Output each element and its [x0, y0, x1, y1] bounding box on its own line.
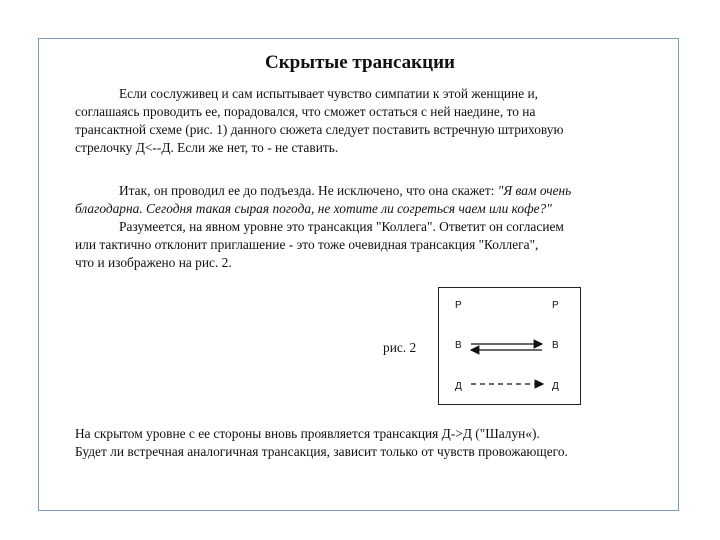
diagram-label-right-parent: Р — [552, 300, 559, 311]
figure-caption: рис. 2 — [383, 340, 417, 355]
paragraph-text: Итак, он проводил ее до подъезда. Не исключено, что она скажет: — [119, 183, 498, 198]
paragraph-3 — [75, 218, 670, 272]
paragraph-1 — [75, 85, 670, 157]
page-title: Скрытые трансакции — [265, 52, 455, 73]
paragraph-line: что и изображено на рис. 2. — [75, 255, 232, 270]
paragraph-line: стрелочку Д<--Д. Если же нет, то - не ставить. — [75, 140, 339, 155]
paragraph-2 — [75, 182, 670, 218]
diagram-arrows — [439, 288, 582, 406]
paragraph-line: На скрытом уровне с ее стороны вновь проявляется трансакция Д->Д ("Шалун«). — [75, 426, 540, 441]
diagram-label-right-child: Д — [552, 381, 559, 392]
paragraph-line: Если сослуживец и сам испытывает чувство симпатии к этой женщине и, — [119, 86, 539, 101]
paragraph-4 — [75, 425, 670, 461]
diagram-label-left-adult: В — [455, 340, 462, 351]
transaction-diagram — [438, 287, 581, 405]
diagram-label-right-adult: В — [552, 340, 559, 351]
paragraph-line: соглашаясь проводить ее, порадовался, что сможет остаться с ней наедине, то на — [75, 104, 536, 119]
paragraph-line: трансактной схеме (рис. 1) данного сюжета следует поставить встречную штриховую — [75, 122, 564, 137]
paragraph-line: или тактично отклонит приглашение - это тоже очевидная трансакция "Коллега", — [75, 237, 539, 252]
paragraph-line — [75, 182, 670, 200]
paragraph-line: Будет ли встречная аналогичная трансакция, зависит только от чувств провожающего. — [75, 444, 568, 459]
paragraph-line: Разумеется, на явном уровне это трансакция "Коллега". Ответит он согласием — [119, 219, 564, 234]
quote-text: "Я вам очень — [497, 183, 572, 198]
quote-text: благодарна. Сегодня такая сырая погода, не хотите ли согреться чаем или кофе?" — [75, 201, 552, 216]
diagram-label-left-parent: Р — [455, 300, 462, 311]
diagram-label-left-child: Д — [455, 381, 462, 392]
